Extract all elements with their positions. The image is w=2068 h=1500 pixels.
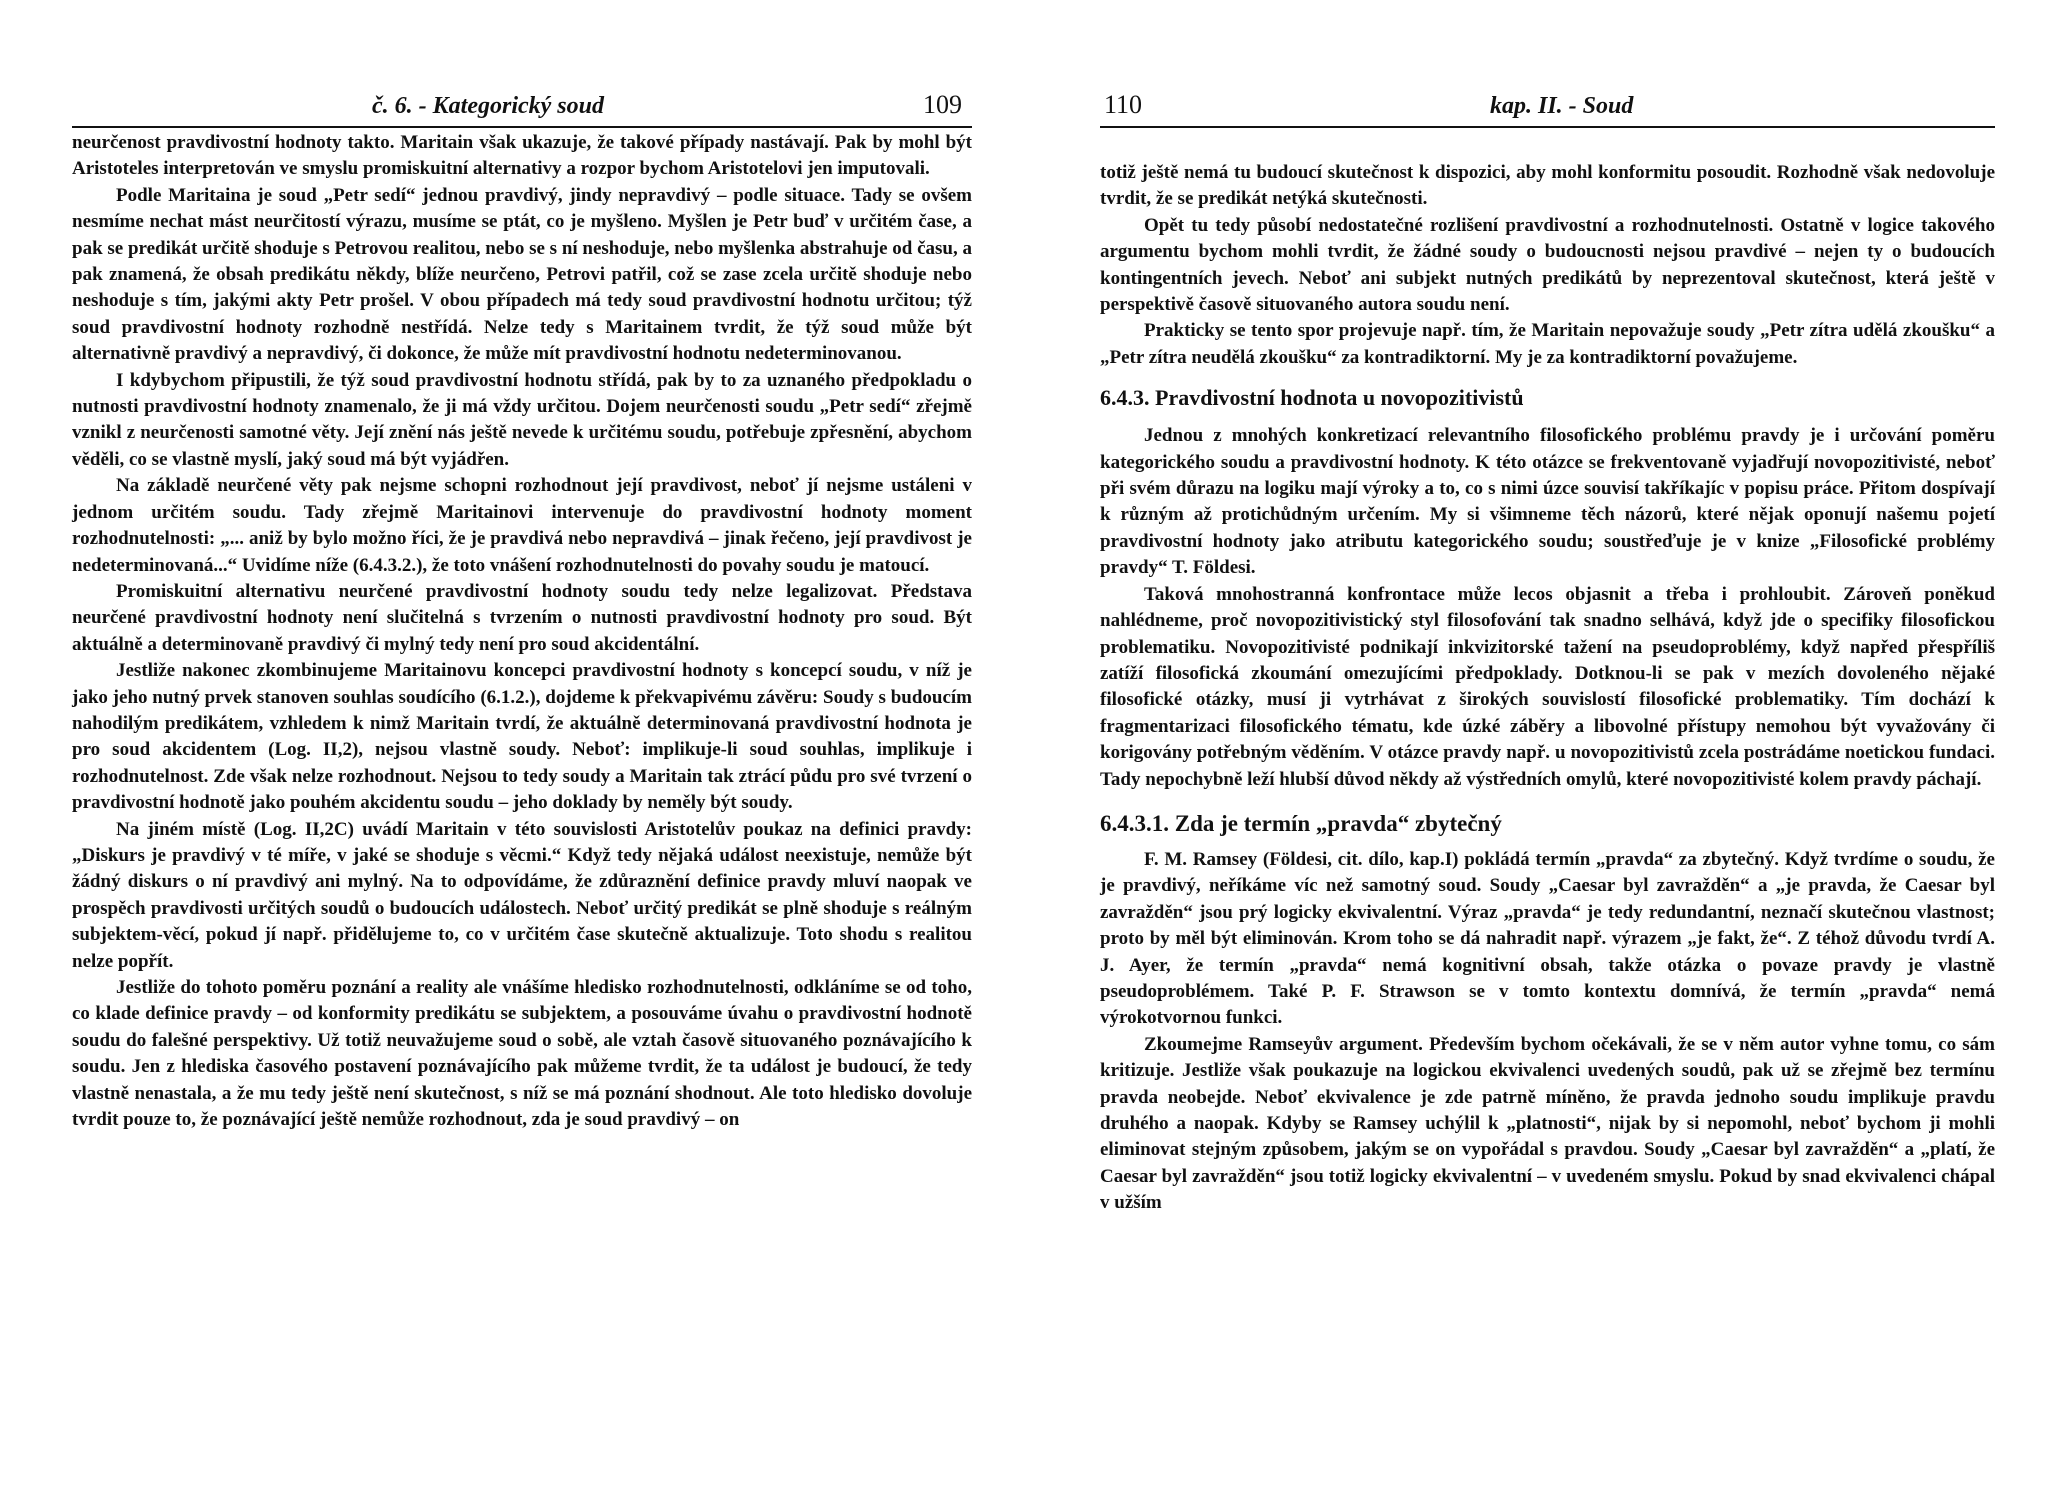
paragraph: Prakticky se tento spor projevuje např. tím, že Maritain nepovažuje soudy „Petr zítra udělá zkoušku“ a „Petr zítra neudělá zkoušku“ za kontradiktorní. My je za kontradiktorní považujeme. <box>1100 320 1995 368</box>
subsection-heading: 6.4.3.1. Zda je termín „pravda“ zbytečný <box>1100 810 1502 836</box>
left-page <box>72 0 972 1500</box>
paragraph: I kdybychom připustili, že týž soud pravdivostní hodnotu střídá, pak by to za uznaného předpokladu o nutnosti pravdivostní hodnoty znamenalo, že ji má vždy určitou. Dojem neurčenosti soudu „Petr sedí“ zřejmě vznikl z neurčenosti samotné věty. Její znění nás ještě nevede k určitému soudu, potřebuje zpřesnění, abychom věděli, co se vlastně myslí, jaký soud má být vyjádřen. <box>72 369 972 470</box>
section-heading: 6.4.3. Pravdivostní hodnota u novopozitivistů <box>1100 385 1524 411</box>
chapter-title: č. 6. - Kategorický soud <box>372 93 604 119</box>
paragraph: Taková mnohostranná konfrontace může lecos objasnit a třeba i prohloubit. Zároveň poněkud nahlédneme, proč novopozitivistický styl filosofování tak snadno selhává, když jde o specifiky filosofickou problematiku. Novopozitivisté podnikají inkvizitorské tažení na pseudoproblémy, když napřed přespříliš zatíží filosofická zkoumání omezujícími předpoklady. Dotknou-li se pak v mezích dovoleného nějaké filosofické otázky, musí ji vytrhávat z širokých souvislostí filosofické problematiky. Tím dochází k fragmentarizaci filosofického tématu, kde úzké záběry a libovolné přístupy nemohou být vyvažovány či korigovány potřebným věděním. V otázce pravdy např. u novopozitivistů zcela postrádáme noetickou fundaci. Tady nepochybně leží hlubší důvod někdy až výstředních omylů, které novopozitivisté kolem pravdy páchají. <box>1100 583 1995 790</box>
body-text <box>72 130 972 1133</box>
running-header <box>1100 84 1995 128</box>
paragraph: Zkoumejme Ramseyův argument. Především bychom očekávali, že se v něm autor vyhne tomu, co sám kritizuje. Jestliže však poukazuje na logickou ekvivalenci uvedených soudů, pak už se zřejmě bez termínu pravda neobejde. Neboť ekvivalence je zde patrně míněno, že pravda jednoho soudu implikuje pravdu druhého a naopak. Kdyby se Ramsey uchýlil k „platnosti“, nijak by si nepomohl, neboť bychom ji mohli eliminovat stejným způsobem, jakým se on vypořádal s pravdou. Soudy „Caesar byl zavražděn“ a „platí, že Caesar byl zavražděn“ jsou totiž logicky ekvivalentní – v uvedeném smyslu. Pokud by snad ekvivalenci chápal v užším <box>1100 1033 1995 1214</box>
paragraph: F. M. Ramsey (Földesi, cit. dílo, kap.I) pokládá termín „pravda“ za zbytečný. Když tvrdíme o soudu, že je pravdivý, neříkáme víc než samotný soud. Soudy „Caesar byl zavražděn“ a „je pravda, že Caesar byl zavražděn“ jsou prý logicky ekvivalentní. Výraz „pravda“ je tedy redundantní, neznačí skutečnou vlastnost; proto by měl být eliminován. Krom toho se dá nahradit např. výrazem „je fakt, že“. Z téhož důvodu tvrdí A. J. Ayer, že termín „pravda“ nemá kognitivní obsah, takže otázka o povaze pravdy je vlastně pseudoproblémem. Také P. F. Strawson se v tomto kontextu domnívá, že termín „pravda“ nemá výrokotvornou funkci. <box>1100 848 1995 1029</box>
chapter-title: kap. II. - Soud <box>1490 93 1634 119</box>
paragraph: neurčenost pravdivostní hodnoty takto. Maritain však ukazuje, že takové případy nastávají. Pak by mohl být Aristoteles interpretován ve smyslu promiskuitní alternativy a rozpor bychom Aristotelovi jen imputovali. <box>72 132 972 180</box>
page-number: 110 <box>1104 90 1143 119</box>
paragraph: Na jiném místě (Log. II,2C) uvádí Maritain v této souvislosti Aristotelův poukaz na definici pravdy: „Diskurs je pravdivý v té míře, v jaké se shoduje s věcmi.“ Když tedy nějaká událost neexistuje, nemůže být žádný diskurs o ní pravdivý ani mylný. Na to odpovídáme, že zdůraznění definice pravdy mluví naopak ve prospěch pravdivosti určitých soudů o budoucích událostech. Neboť určitý predikát se plně shoduje s reálným subjektem-věcí, pokud jí např. přidělujeme to, co v určitém čase skutečně aktualizuje. Toto shodu s realitou nelze popřít. <box>72 818 972 972</box>
page-number: 109 <box>923 90 962 119</box>
paragraph: Na základě neurčené věty pak nejsme schopni rozhodnout její pravdivost, neboť jí nejsme ustáleni v jednom určitém soudu. Tady zřejmě Maritainovi intervenuje do pravdivostní hodnoty moment rozhodnutelnosti: „... aniž by bylo možno říci, že je pravdivá nebo nepravdivá – jinak řečeno, její pravdivost je nedeterminovaná...“ Uvidíme níže (6.4.3.2.), že toto vnášení rozhodnutelnosti do povahy soudu je matoucí. <box>72 475 972 576</box>
paragraph: Promiskuitní alternativu neurčené pravdivostní hodnoty soudu tedy nelze legalizovat. Představa neurčené pravdivostní hodnoty není slučitelná s tvrzením o nutnosti pravdivostní hodnoty pro soud. Být aktuálně a determinovaně pravdivý či mylný tedy není pro soud akcidentální. <box>72 580 972 655</box>
paragraph: Opět tu tedy působí nedostatečné rozlišení pravdivostní a rozhodnutelnosti. Ostatně v logice takového argumentu bychom mohli tvrdit, že žádné soudy o budoucnosti nejsou pravdivé – nejen ty o budoucích kontingentních jevech. Neboť ani subjekt nutných predikátů by neprezentoval skutečnost, která ještě v perspektivě časově situovaného autora soudu není. <box>1100 214 1995 316</box>
paragraph: Podle Maritaina je soud „Petr sedí“ jednou pravdivý, jindy nepravdivý – podle situace. Tady se ovšem nesmíme nechat mást neurčitostí výrazu, musíme se ptát, co je myšleno. Myšlen je Petr buď v určitém čase, a pak se predikát určitě shoduje s Petrovou realitou, nebo se s ní neshoduje, nebo myšlenka abstrahuje od času, a pak znamená, že obsah predikátu někdy, blíže neurčeno, Petrovi patřil, což se zase zcela určitě shoduje nebo neshoduje s tím, jakými akty Petr prošel. V obou případech má tedy soud pravdivostní hodnotu určitou; týž soud pravdivostní hodnoty rozhodně nestřídá. Nelze tedy s Maritainem tvrdit, že týž soud může být alternativně pravdivý a nepravdivý, či dokonce, že může mít pravdivostní hodnotu nedeterminovanou. <box>72 184 972 365</box>
right-page <box>1100 0 1995 1500</box>
paragraph: Jednou z mnohých konkretizací relevantního filosofického problému pravdy je i určování poměru kategorického soudu a pravdivostní hodnoty. K této otázce se frekventovaně vyjadřují novopozitivisté, neboť při svém důrazu na logiku mají výroky a to, co s nimi úzce souvisí takříkajíc v popisu práce. Přitom dospívají k různým až protichůdným určením. My si všimneme těch názorů, které nějak oponují našemu pojetí pravdivostní hodnoty jako atributu kategorického soudu; soustřeďuje je v knize „Filosofické problémy pravdy“ T. Földesi. <box>1100 425 1995 579</box>
running-header <box>72 84 972 128</box>
paragraph: Jestliže do tohoto poměru poznání a reality ale vnášíme hledisko rozhodnutelnosti, odkláníme se od toho, co klade definice pravdy – od konformity predikátu se subjektem, a posouváme úvahu o pravdivostní hodnotě soudu do falešné perspektivy. Už totiž neuvažujeme soud o sobě, ale vztah časově situovaného poznávajícího k soudu. Jen z hlediska časového postavení poznávajícího pak můžeme tvrdit, že ta událost je budoucí, že tedy vlastně nenastala, a že mu tedy ještě není skutečnost, s níž se má poznání shodnout. Ale toto hledisko dovoluje tvrdit pouze to, že poznávající ještě nemůže rozhodnout, zda je soud pravdivý – on <box>72 977 972 1131</box>
body-text <box>1100 160 1995 1217</box>
paragraph: Jestliže nakonec zkombinujeme Maritainovu koncepci pravdivostní hodnoty s koncepcí soudu, v níž je jako jeho nutný prvek stanoven souhlas soudícího (6.1.2.), dojdeme k překvapivému závěru: Soudy s budoucím nahodilým predikátem, vzhledem k nimž Maritain tvrdí, že aktuálně determinovaná pravdivostní hodnota je pro soud akcidentem (Log. II,2), nejsou vlastně soudy. Neboť: implikuje-li soud souhlas, implikuje i rozhodnutelnost. Zde však nelze rozhodnout. Nejsou to tedy soudy a Maritain tak ztrácí půdu pro své tvrzení o pravdivostní hodnotě jako pouhém akcidentu soudu – jeho doklady by neměly být soudy. <box>72 660 972 814</box>
paragraph: totiž ještě nemá tu budoucí skutečnost k dispozici, aby mohl konformitu posoudit. Rozhodně však nedovoluje tvrdit, že se predikát netýká skutečnosti. <box>1100 162 1995 210</box>
